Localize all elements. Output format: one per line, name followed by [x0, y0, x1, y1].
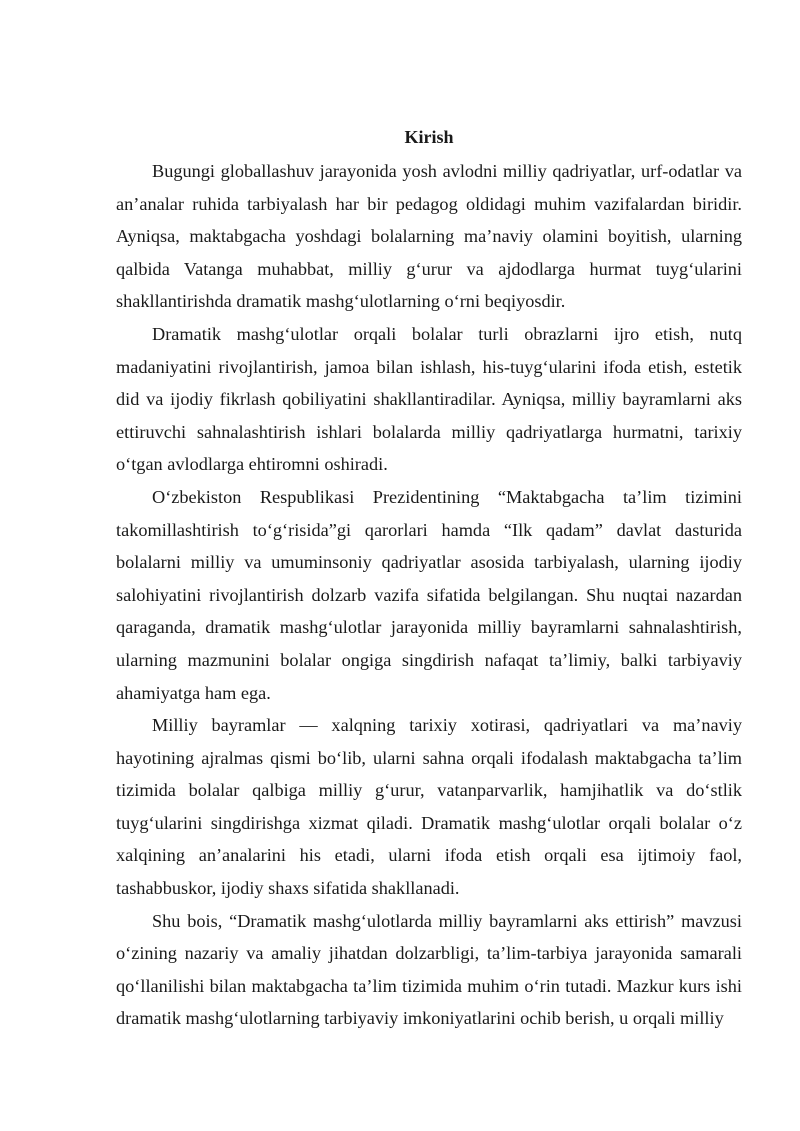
paragraph-3: O‘zbekiston Respublikasi Prezidentining “Maktabgacha ta’lim tizimini takomillashtirish to‘g‘risida”gi qarorlari hamda “Ilk qadam” davlat dasturida bolalarni milliy va umuminsoniy qadriyatlar asosida tarbiyalash, ularning ijodiy salohiyatini rivojlantirish dolzarb vazifa sifatida belgilangan. Shu nuqtai nazardan qaraganda, dramatik mashg‘ulotlar jarayonida milliy bayramlarni sahnalashtirish, ularning mazmunini bolalar ongiga singdirish nafaqat ta’limiy, balki tarbiyaviy ahamiyatga ham ega.	[116, 486, 742, 703]
paragraph-4: Milliy bayramlar — xalqning tarixiy xotirasi, qadriyatlari va ma’naviy hayotining ajralmas qismi bo‘lib, ularni sahna orqali ifodalash maktabgacha ta’lim tizimida bolalar qalbiga milliy g‘urur, vatanparvarlik, hamjihatlik va do‘stlik tuyg‘ularini singdirishga xizmat qiladi. Dramatik mashg‘ulotlar orqali bolalar o‘z xalqining an’analarini his etadi, ularni ifoda etish orqali esa ijtimoiy faol, tashabbuskor, ijodiy shaxs sifatida shakllanadi.	[116, 715, 742, 899]
paragraph-1: Bugungi globallashuv jarayonida yosh avlodni milliy qadriyatlar, urf-odatlar va an’analar ruhida tarbiyalash har bir pedagog oldidagi muhim vazifalardan biridir. Ayniqsa, maktabgacha yoshdagi bolalarning ma’naviy olamini boyitish, ularning qalbida Vatanga muhabbat, milliy g‘urur va ajdodlarga hurmat tuyg‘ularini shakllantirishda dramatik mashg‘ulotlarning o‘rni beqiyosdir.	[116, 161, 742, 312]
paragraph-2: Dramatik mashg‘ulotlar orqali bolalar turli obrazlarni ijro etish, nutq madaniyatini rivojlantirish, jamoa bilan ishlash, his-tuyg‘ularini ifoda etish, estetik did va ijodiy fikrlash qobiliyatini shakllantiradilar. Ayniqsa, milliy bayramlarni aks ettiruvchi sahnalashtirish ishlari bolalarda milliy qadriyatlarga hurmatni, tarixiy o‘tgan avlodlarga ehtiromni oshiradi.	[116, 323, 742, 475]
paragraph-5: Shu bois, “Dramatik mashg‘ulotlarda milliy bayramlarni aks ettirish” mavzusi o‘zining nazariy va amaliy jihatdan dolzarbligi, ta’lim-tarbiya jarayonida samarali qo‘llanilishi bilan maktabgacha ta’lim tizimida muhim o‘rin tutadi. Mazkur kurs ishi dramatik mashg‘ulotlarning tarbiyaviy imkoniyatlarini ochib berish, u orqali milliy	[116, 910, 742, 1029]
section-title: Kirish	[404, 127, 454, 147]
